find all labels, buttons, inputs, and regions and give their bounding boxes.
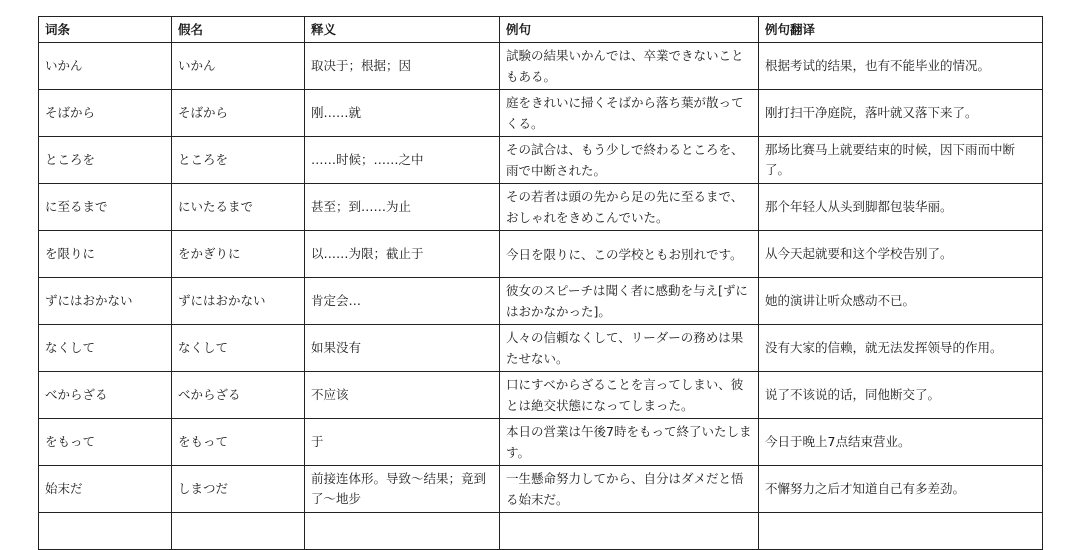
grammar-table-container [38, 16, 1042, 550]
meaning-cell: 前接连体形。导致～结果；竟到了～地步 [305, 466, 500, 513]
meaning-cell: 肯定会… [305, 278, 500, 325]
entry-cell: なくして [39, 325, 172, 372]
entry-cell: をもって [39, 419, 172, 466]
example-cell: その試合は、もう少しで終わるところを、雨で中断された。 [500, 137, 759, 184]
translation-cell: 不懈努力之后才知道自己有多差劲。 [759, 466, 1043, 513]
kana-cell: をもって [172, 419, 305, 466]
meaning-cell: 刚……就 [305, 90, 500, 137]
empty-cell [39, 513, 172, 550]
header-kana: 假名 [172, 17, 305, 43]
table-row [39, 278, 1043, 325]
entry-cell: 始末だ [39, 466, 172, 513]
kana-cell: にいたるまで [172, 184, 305, 231]
kana-cell: いかん [172, 43, 305, 90]
table-row [39, 184, 1043, 231]
header-translation: 例句翻译 [759, 17, 1043, 43]
kana-cell: なくして [172, 325, 305, 372]
example-cell: 試験の結果いかんでは、卒業できないこともある。 [500, 43, 759, 90]
meaning-cell: 取决于；根据；因 [305, 43, 500, 90]
table-row [39, 372, 1043, 419]
table-row [39, 325, 1043, 372]
entry-cell: を限りに [39, 231, 172, 278]
translation-cell: 那场比赛马上就要结束的时候，因下雨而中断了。 [759, 137, 1043, 184]
meaning-cell: 不应该 [305, 372, 500, 419]
meaning-cell: ……时候；……之中 [305, 137, 500, 184]
example-cell: 今日を限りに、この学校ともお別れです。 [500, 231, 759, 278]
table-row-partial [39, 513, 1043, 550]
empty-cell [500, 513, 759, 550]
meaning-cell: 以……为限；截止于 [305, 231, 500, 278]
example-cell: その若者は頭の先から足の先に至るまで、おしゃれをきめこんでいた。 [500, 184, 759, 231]
header-meaning: 释义 [305, 17, 500, 43]
entry-cell: そばから [39, 90, 172, 137]
empty-cell [172, 513, 305, 550]
translation-cell: 那个年轻人从头到脚都包装华丽。 [759, 184, 1043, 231]
translation-cell: 根据考试的结果，也有不能毕业的情况。 [759, 43, 1043, 90]
meaning-cell: 于 [305, 419, 500, 466]
example-cell: 人々の信頼なくして、リーダーの務めは果たせない。 [500, 325, 759, 372]
table-row [39, 137, 1043, 184]
translation-cell: 从今天起就要和这个学校告别了。 [759, 231, 1043, 278]
entry-cell: ところを [39, 137, 172, 184]
table-header-row [39, 17, 1043, 43]
example-cell: 本日の営業は午後7時をもって終了いたします。 [500, 419, 759, 466]
table-row [39, 419, 1043, 466]
entry-cell: ずにはおかない [39, 278, 172, 325]
grammar-table [38, 16, 1043, 550]
table-row [39, 231, 1043, 278]
example-cell: 口にすべからざることを言ってしまい、彼とは絶交状態になってしまった。 [500, 372, 759, 419]
table-row [39, 466, 1043, 513]
translation-cell: 今日于晚上7点结束营业。 [759, 419, 1043, 466]
table-row [39, 43, 1043, 90]
translation-cell: 说了不该说的话，同他断交了。 [759, 372, 1043, 419]
kana-cell: ところを [172, 137, 305, 184]
kana-cell: ずにはおかない [172, 278, 305, 325]
entry-cell: べからざる [39, 372, 172, 419]
header-entry: 词条 [39, 17, 172, 43]
entry-cell: に至るまで [39, 184, 172, 231]
kana-cell: そばから [172, 90, 305, 137]
example-cell: 庭をきれいに掃くそばから落ち葉が散ってくる。 [500, 90, 759, 137]
table-row [39, 90, 1043, 137]
translation-cell: 没有大家的信赖，就无法发挥领导的作用。 [759, 325, 1043, 372]
kana-cell: しまつだ [172, 466, 305, 513]
empty-cell [305, 513, 500, 550]
header-example: 例句 [500, 17, 759, 43]
meaning-cell: 甚至；到……为止 [305, 184, 500, 231]
kana-cell: をかぎりに [172, 231, 305, 278]
translation-cell: 她的演讲让听众感动不已。 [759, 278, 1043, 325]
kana-cell: べからざる [172, 372, 305, 419]
example-cell: 一生懸命努力してから、自分はダメだと悟る始末だ。 [500, 466, 759, 513]
entry-cell: いかん [39, 43, 172, 90]
empty-cell [759, 513, 1043, 550]
translation-cell: 刚打扫干净庭院，落叶就又落下来了。 [759, 90, 1043, 137]
example-cell: 彼女のスピーチは聞く者に感動を与え[ずにはおかなかった]。 [500, 278, 759, 325]
meaning-cell: 如果没有 [305, 325, 500, 372]
